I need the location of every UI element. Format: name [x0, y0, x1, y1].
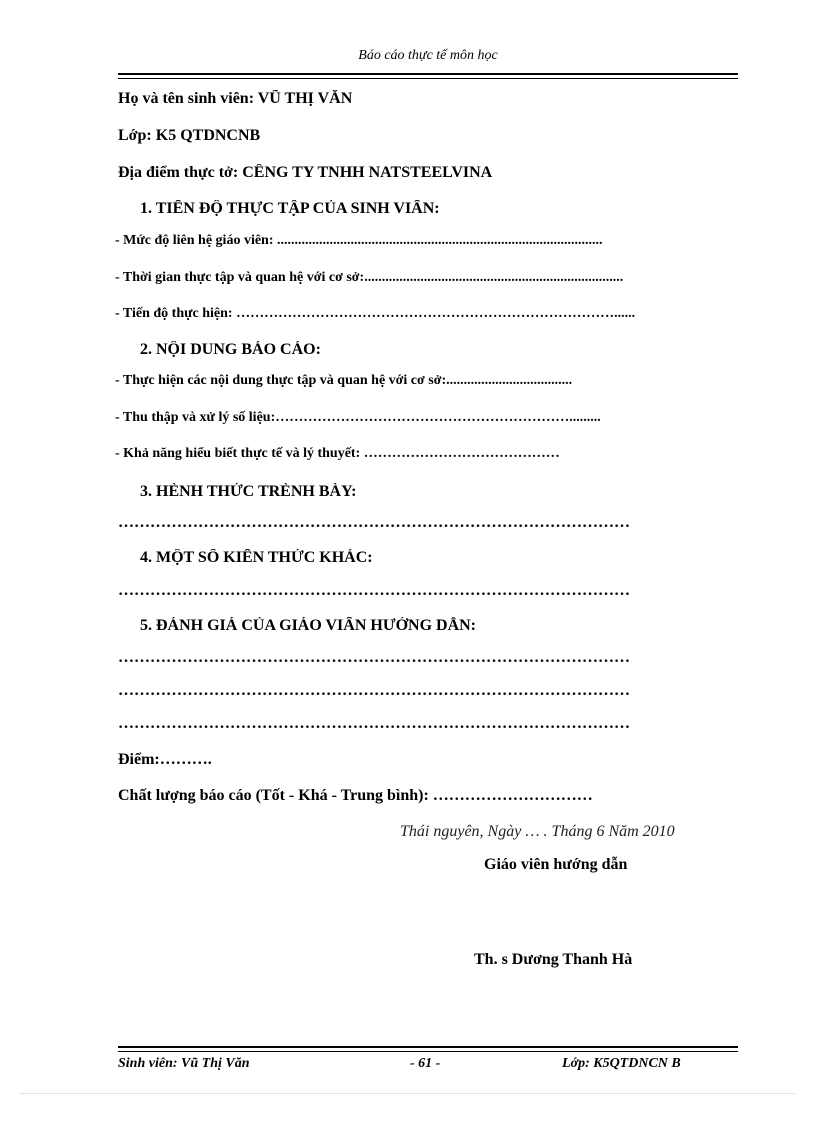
item-understanding: - Khả năng hiểu biết thực tế và lý thuyết: …………………………………… — [115, 446, 560, 461]
score-line: Điểm:………. — [118, 751, 212, 768]
header-rule-bottom — [118, 78, 738, 79]
footer-rule-bottom — [118, 1051, 738, 1052]
item-progress: - Tiến độ thực hiện: ………………………………………………………………………...... — [115, 306, 636, 321]
quality-line: Chất lượng báo cáo (Tốt - Khá - Trung bình): ………………………… — [118, 787, 593, 804]
section-3-heading: 3. HÈNH THỨC TRÈNH BÀY: — [140, 483, 357, 500]
footer-student: Sinh viên: Vũ Thị Văn — [118, 1056, 250, 1071]
date-line: Thái nguyên, Ngày … . Tháng 6 Năm 2010 — [400, 823, 675, 840]
section-1-heading: 1. TIẾN ĐỘ THỰC TẬP CỦA SINH VIẤN: — [140, 200, 440, 217]
footer-class: Lớp: K5QTDNCN B — [562, 1056, 681, 1071]
dot-line: …………………………………………………………………………………… — [118, 582, 630, 599]
footer-rule-top — [118, 1046, 738, 1048]
student-name-line: Họ và tên sinh viên: VŨ THỊ VĂN — [118, 90, 353, 107]
running-header: Báo cáo thực tế môn học — [358, 48, 498, 63]
item-data: - Thu thập và xử lý số liệu:………………………………………………………......... — [115, 410, 601, 425]
advisor-title: Giáo viên hướng dẫn — [484, 856, 628, 873]
section-2-heading: 2. NỘI DUNG BÁO CÁO: — [140, 341, 321, 358]
internship-place-line: Địa điểm thực tở: CÊNG TY TNHH NATSTEELVINA — [118, 164, 493, 181]
class-line: Lớp: K5 QTDNCNB — [118, 127, 261, 144]
section-4-heading: 4. MỘT SỐ KIẾN THỨC KHÁC: — [140, 549, 373, 566]
dot-line: …………………………………………………………………………………… — [118, 682, 630, 699]
dot-line: …………………………………………………………………………………… — [118, 514, 630, 531]
page-bottom-edge — [20, 1093, 796, 1094]
section-5-heading: 5. ĐÁNH GIÁ CỦA GIÁO VIẤN HƯỚNG DẪN: — [140, 617, 477, 634]
page-number: - 61 - — [410, 1056, 441, 1071]
dot-line: …………………………………………………………………………………… — [118, 649, 630, 666]
dot-line: …………………………………………………………………………………… — [118, 715, 630, 732]
advisor-name: Th. s Dương Thanh Hà — [474, 951, 633, 968]
item-time-relation: - Thời gian thực tập và quan hệ với cơ sở:.......................................................................... — [115, 270, 624, 285]
item-teacher-contact: - Mức độ liên hệ giáo viên: ............................................................................................. — [115, 233, 603, 248]
header-rule-top — [118, 73, 738, 75]
item-content: - Thực hiện các nội dung thực tập và quan hệ với cơ sở:.................................... — [115, 373, 573, 388]
